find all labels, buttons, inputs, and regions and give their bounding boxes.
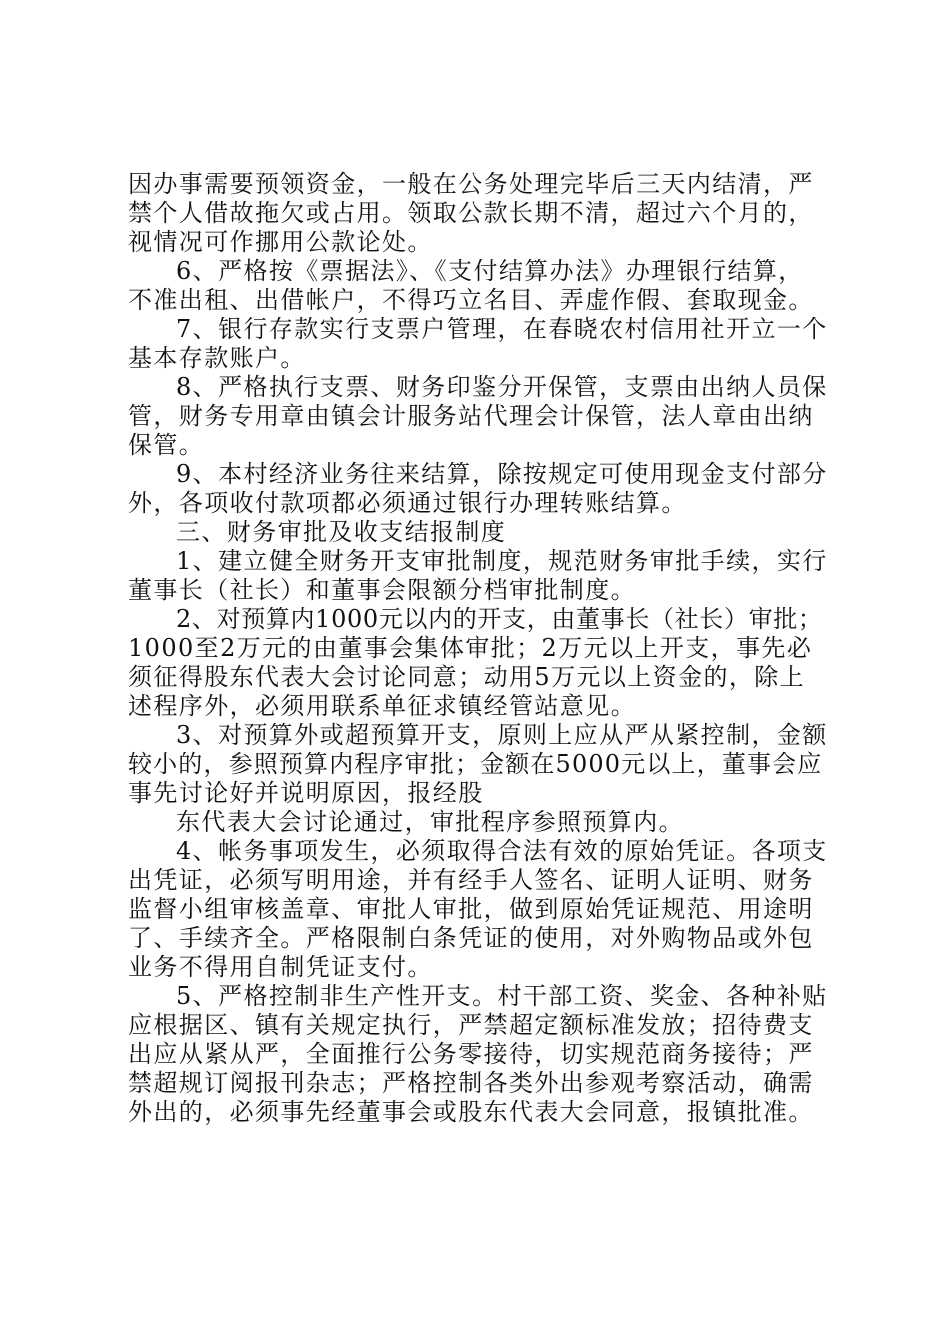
text-line: 较小的，参照预算内程序审批；金额在5000元以上，董事会应	[128, 750, 823, 778]
text-line: 基本存款账户。	[128, 344, 306, 372]
text-line: 2、对预算内1000元以内的开支，由董事长（社长）审批；	[176, 605, 823, 633]
text-line: 不准出租、出借帐户，不得巧立名目、弄虚作假、套取现金。	[128, 286, 814, 314]
text-line: 保管。	[128, 431, 205, 459]
text-line: 业务不得用自制凭证支付。	[128, 953, 433, 981]
text-line: 禁个人借故拖欠或占用。领取公款长期不清，超过六个月的，	[128, 199, 814, 227]
text-line: 9、本村经济业务往来结算，除按规定可使用现金支付部分	[176, 460, 828, 488]
text-line: 三、财务审批及收支结报制度	[176, 518, 507, 546]
text-line: 述程序外，必须用联系单征求镇经管站意见。	[128, 692, 636, 720]
text-line: 1、建立健全财务开支审批制度，规范财务审批手续，实行	[176, 547, 828, 575]
text-line: 6、严格按《票据法》、《支付结算办法》办理银行结算，	[176, 257, 804, 285]
text-line: 外，各项收付款项都必须通过银行办理转账结算。	[128, 489, 687, 517]
text-line: 外出的，必须事先经董事会或股东代表大会同意，报镇批准。	[128, 1098, 814, 1126]
text-line: 禁超规订阅报刊杂志；严格控制各类外出参观考察活动，确需	[128, 1069, 814, 1097]
text-line: 视情况可作挪用公款论处。	[128, 228, 433, 256]
document-body	[128, 170, 828, 1127]
text-line: 3、对预算外或超预算开支，原则上应从严从紧控制，金额	[176, 721, 828, 749]
text-line: 1000至2万元的由董事会集体审批；2万元以上开支，事先必	[128, 634, 813, 662]
text-line: 因办事需要预领资金，一般在公务处理完毕后三天内结清，严	[128, 170, 814, 198]
text-line: 8、严格执行支票、财务印鉴分开保管，支票由出纳人员保	[176, 373, 828, 401]
text-line: 监督小组审核盖章、审批人审批，做到原始凭证规范、用途明	[128, 895, 814, 923]
text-line: 事先讨论好并说明原因，报经股	[128, 779, 484, 807]
text-line: 了、手续齐全。严格限制白条凭证的使用，对外购物品或外包	[128, 924, 814, 952]
text-line: 出应从紧从严，全面推行公务零接待，切实规范商务接待；严	[128, 1040, 814, 1068]
text-line: 5、严格控制非生产性开支。村干部工资、奖金、各种补贴	[176, 982, 828, 1010]
text-line: 应根据区、镇有关规定执行，严禁超定额标准发放；招待费支	[128, 1011, 814, 1039]
text-line: 董事长（社长）和董事会限额分档审批制度。	[128, 576, 636, 604]
text-line: 4、帐务事项发生，必须取得合法有效的原始凭证。各项支	[176, 837, 828, 865]
text-line: 出凭证，必须写明用途，并有经手人签名、证明人证明、财务	[128, 866, 814, 894]
text-line: 7、银行存款实行支票户管理，在春晓农村信用社开立一个	[176, 315, 828, 343]
text-line: 东代表大会讨论通过，审批程序参照预算内。	[176, 808, 684, 836]
text-line: 须征得股东代表大会讨论同意；动用5万元以上资金的，除上	[128, 663, 806, 691]
text-line: 管，财务专用章由镇会计服务站代理会计保管，法人章由出纳	[128, 402, 814, 430]
